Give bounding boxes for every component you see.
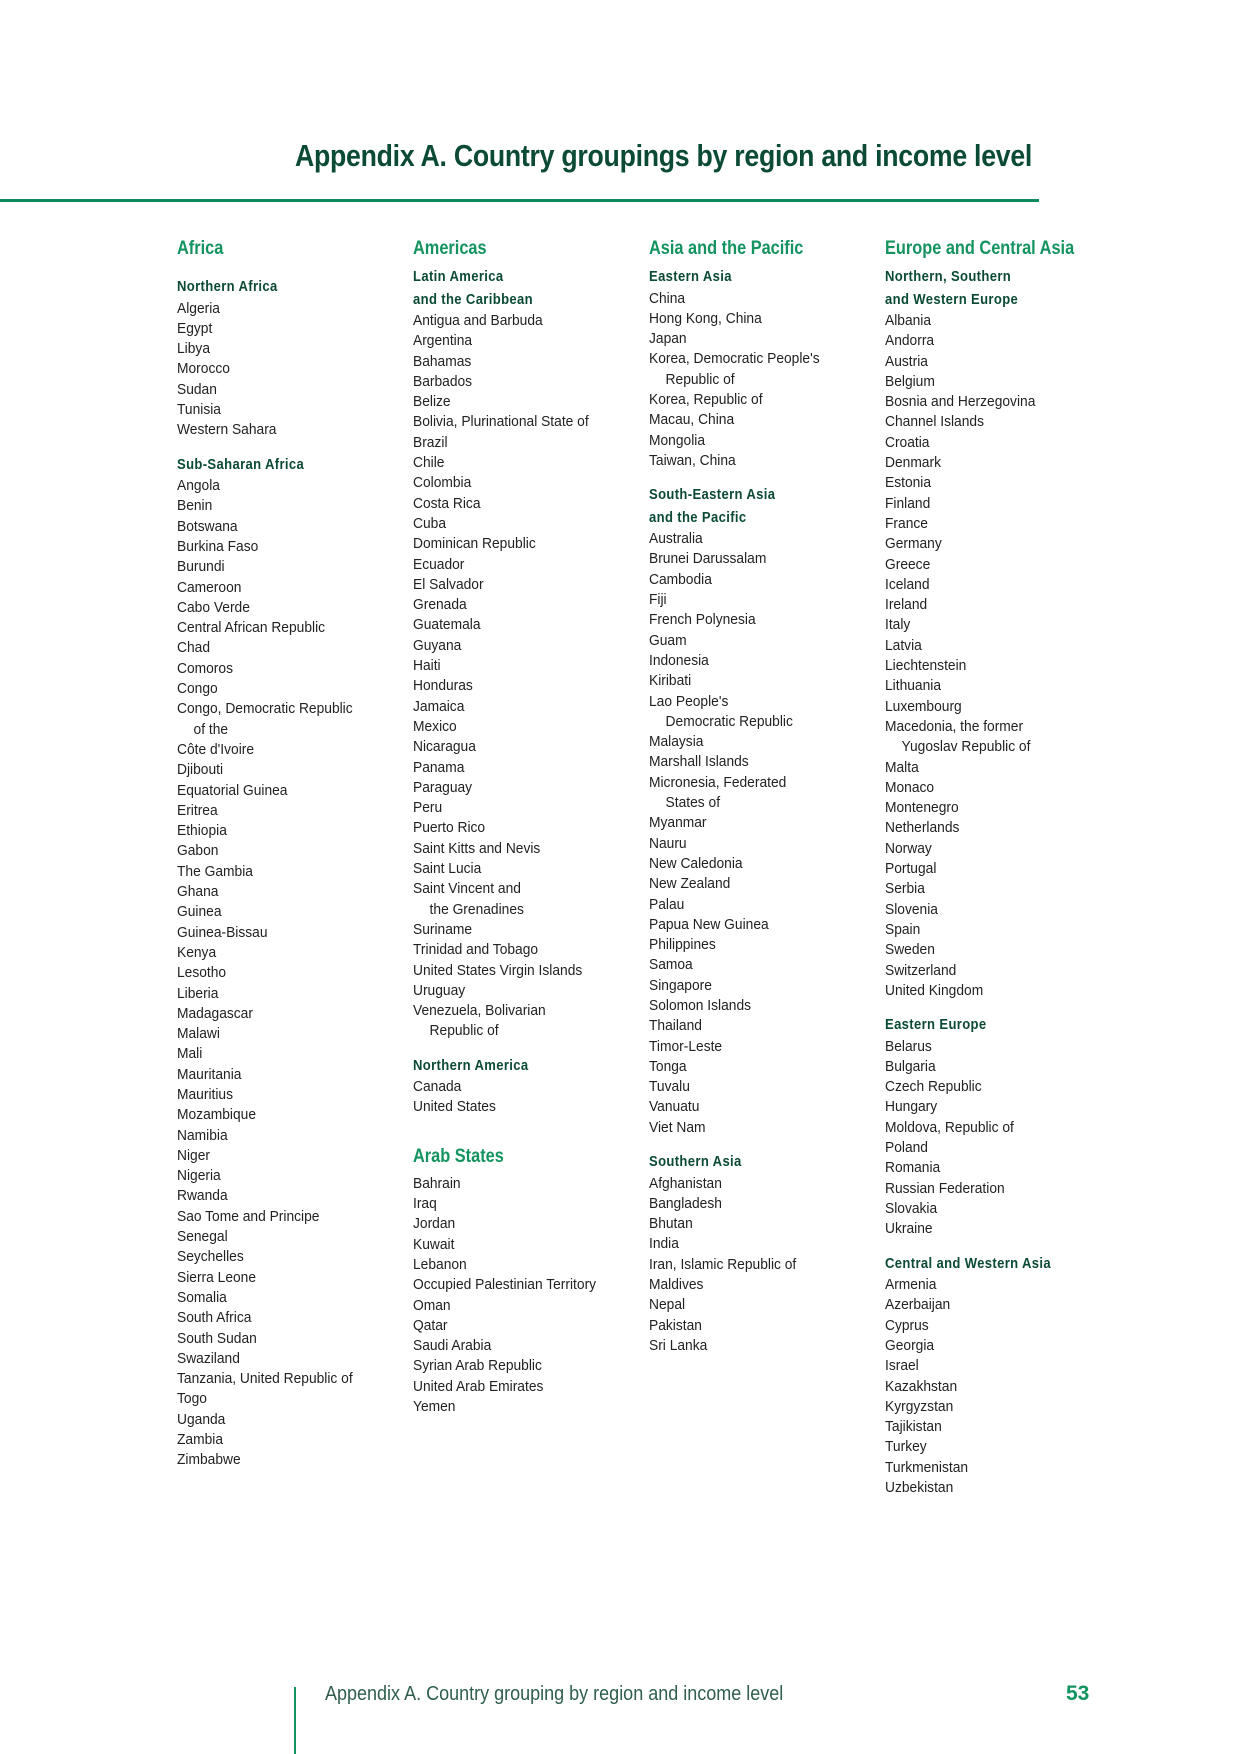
country-name: Italy (885, 616, 911, 634)
country-name: Hungary (885, 1098, 938, 1116)
column-americas-arab-states (413, 236, 653, 1430)
country-name: Viet Nam (649, 1118, 706, 1136)
country-name: Russian Federation (885, 1179, 1005, 1197)
subregion-heading: Latin America (413, 269, 504, 285)
country-name: Luxembourg (885, 697, 962, 715)
country-name: Peru (413, 799, 443, 817)
country-name: Hong Kong, China (649, 309, 762, 327)
country-name: Seychelles (177, 1248, 244, 1266)
country-name: Namibia (177, 1126, 228, 1144)
country-name: Montenegro (885, 799, 959, 817)
country-name: Sri Lanka (649, 1336, 708, 1354)
country-name: Uganda (177, 1410, 226, 1428)
country-name: Lesotho (177, 964, 227, 982)
country-name: Libya (177, 340, 210, 358)
country-name-continued: the Grenadines (429, 900, 524, 918)
country-name: Switzerland (885, 961, 957, 979)
country-name: Macedonia, the former (885, 717, 1024, 735)
country-name: Denmark (885, 454, 941, 472)
country-name: Guinea (177, 903, 222, 921)
country-name: Portugal (885, 860, 937, 878)
country-name: Malta (885, 758, 919, 776)
country-name-continued: Yugoslav Republic of (901, 738, 1031, 756)
country-name: South Sudan (177, 1329, 257, 1347)
country-name: Kiribati (649, 672, 692, 690)
country-name: Bhutan (649, 1215, 693, 1233)
country-name: Bolivia, Plurinational State of (413, 413, 589, 431)
country-name: Nepal (649, 1296, 686, 1314)
country-name: Zambia (177, 1431, 224, 1449)
country-name: Moldova, Republic of (885, 1118, 1014, 1136)
country-name: Qatar (413, 1316, 448, 1334)
country-name: Micronesia, Federated (649, 773, 787, 791)
country-name: Sierra Leone (177, 1268, 257, 1286)
country-name: Costa Rica (413, 494, 481, 512)
country-name: Korea, Republic of (649, 390, 763, 408)
country-name: Côte d'Ivoire (177, 740, 255, 758)
country-name: Kazakhstan (885, 1377, 958, 1395)
country-name: Sudan (177, 380, 217, 398)
country-name: Madagascar (177, 1004, 253, 1022)
country-group (649, 266, 889, 471)
subregion-heading: Northern, Southern (885, 269, 1012, 285)
subregion-heading: Eastern Asia (649, 269, 732, 285)
country-name: Czech Republic (885, 1078, 982, 1096)
country-name: Latvia (885, 636, 922, 654)
region-heading: Asia and the Pacific (649, 238, 804, 259)
country-group (649, 1151, 889, 1356)
country-name: Saudi Arabia (413, 1337, 492, 1355)
country-name: Sweden (885, 941, 935, 959)
country-name: Norway (885, 839, 932, 857)
country-name: Nigeria (177, 1167, 221, 1185)
country-name: Palau (649, 895, 685, 913)
country-name: Argentina (413, 332, 473, 350)
country-name: Cameroon (177, 578, 242, 596)
country-group (413, 1174, 653, 1418)
country-name: Guam (649, 631, 687, 649)
country-name: Honduras (413, 677, 473, 695)
country-name: Ukraine (885, 1220, 933, 1238)
title-divider (0, 199, 1039, 202)
country-name: Cabo Verde (177, 598, 250, 616)
country-name: Georgia (885, 1336, 935, 1354)
country-name: Estonia (885, 474, 932, 492)
country-name: Nauru (649, 834, 687, 852)
country-name: South Africa (177, 1309, 252, 1327)
country-name: Sao Tome and Principe (177, 1207, 320, 1225)
country-name: El Salvador (413, 575, 484, 593)
country-name: Bahamas (413, 352, 472, 370)
country-name: Jamaica (413, 697, 465, 715)
country-group (885, 1253, 1125, 1499)
country-name: Kuwait (413, 1235, 455, 1253)
footer-bar (294, 1687, 296, 1754)
country-name: Eritrea (177, 801, 218, 819)
country-name-continued: of the (193, 720, 229, 738)
country-name: Colombia (413, 474, 472, 492)
country-group (885, 266, 1125, 1001)
country-name: Australia (649, 530, 703, 548)
country-name: Suriname (413, 920, 473, 938)
country-name: Andorra (885, 332, 935, 350)
region-heading: Arab States (413, 1145, 504, 1167)
country-name: Indonesia (649, 651, 709, 669)
country-name: Togo (177, 1390, 207, 1408)
country-name: Djibouti (177, 761, 224, 779)
country-name: Netherlands (885, 819, 960, 837)
country-name: Burkina Faso (177, 537, 259, 555)
country-name: Maldives (649, 1276, 704, 1294)
country-name: Philippines (649, 936, 716, 954)
country-name: Tanzania, United Republic of (177, 1370, 353, 1388)
country-name: Mauritania (177, 1065, 242, 1083)
country-name-continued: Republic of (429, 1022, 499, 1040)
country-name: Timor-Leste (649, 1037, 723, 1055)
country-name: Malaysia (649, 733, 704, 751)
country-name: Iceland (885, 575, 930, 593)
country-name: Iran, Islamic Republic of (649, 1255, 797, 1273)
country-name: New Caledonia (649, 854, 743, 872)
country-name: Kyrgyzstan (885, 1397, 954, 1415)
subregion-heading: and the Pacific (649, 509, 747, 526)
country-name: Poland (885, 1139, 928, 1157)
country-name: Guyana (413, 636, 462, 654)
region-heading: Africa (177, 238, 224, 259)
footer-text: Appendix A. Country grouping by region and income level (325, 1683, 784, 1705)
country-name: Japan (649, 330, 687, 348)
country-name: United States Virgin Islands (413, 961, 583, 979)
country-group (649, 484, 889, 1138)
country-name: Congo (177, 680, 218, 698)
country-name: Monaco (885, 778, 935, 796)
subregion-heading: and the Caribbean (413, 291, 533, 308)
country-name: Iraq (413, 1195, 437, 1213)
country-name: Antigua and Barbuda (413, 312, 543, 329)
page-number: 53 (1066, 1682, 1090, 1705)
country-name: Burundi (177, 558, 225, 576)
country-name: Marshall Islands (649, 753, 749, 771)
subregion-heading: Northern America (413, 1057, 529, 1074)
country-name: Albania (885, 312, 932, 329)
country-name: Senegal (177, 1228, 228, 1246)
subregion-heading: Eastern Europe (885, 1017, 987, 1034)
country-name: Turkmenistan (885, 1458, 969, 1476)
column-europe-central-asia (885, 236, 1125, 1511)
country-name: Singapore (649, 976, 712, 994)
country-name: Armenia (885, 1276, 937, 1294)
region-heading: Americas (413, 238, 487, 259)
country-name: Grenada (413, 596, 467, 614)
country-name-continued: Democratic Republic (665, 712, 793, 730)
country-name: Trinidad and Tobago (413, 941, 539, 959)
country-name: Egypt (177, 319, 213, 337)
subregion-heading: Sub-Saharan Africa (177, 456, 305, 473)
country-name: Thailand (649, 1017, 702, 1035)
country-name: Canada (413, 1078, 462, 1096)
country-group (177, 276, 417, 441)
country-name: Belize (413, 393, 451, 411)
country-name: Finland (885, 494, 931, 512)
country-name: Swaziland (177, 1349, 240, 1367)
subregion-heading: Central and Western Asia (885, 1255, 1052, 1272)
country-name: Tajikistan (885, 1418, 942, 1436)
country-name: Mali (177, 1045, 203, 1063)
country-name: Guinea-Bissau (177, 923, 268, 941)
country-name: Benin (177, 497, 213, 515)
country-name: Samoa (649, 956, 693, 974)
country-name: Korea, Democratic People's (649, 350, 820, 368)
country-name: Occupied Palestinian Territory (413, 1276, 597, 1294)
country-name: France (885, 514, 928, 532)
country-name: Tuvalu (649, 1078, 690, 1096)
country-name: Gabon (177, 842, 219, 860)
country-name: Mongolia (649, 431, 706, 449)
country-name: Vanuatu (649, 1098, 700, 1116)
country-name: Liechtenstein (885, 657, 967, 675)
country-name: Slovenia (885, 900, 938, 918)
country-name: Tunisia (177, 400, 221, 418)
country-name: Lao People's (649, 692, 729, 710)
country-name: Ethiopia (177, 822, 227, 840)
country-name: Serbia (885, 880, 925, 898)
country-group (413, 1055, 653, 1118)
country-name: Ecuador (413, 555, 465, 573)
country-name: Haiti (413, 657, 441, 675)
country-name: Belgium (885, 372, 935, 390)
country-name: Brazil (413, 433, 448, 451)
country-name: Rwanda (177, 1187, 228, 1205)
country-name: India (649, 1235, 679, 1253)
country-name: Niger (177, 1146, 210, 1164)
country-name: Lebanon (413, 1255, 467, 1273)
country-name: Belarus (885, 1037, 932, 1055)
country-name: Zimbabwe (177, 1451, 241, 1469)
country-name: Israel (885, 1357, 919, 1375)
country-name: Kenya (177, 943, 217, 961)
country-name: Comoros (177, 659, 233, 677)
country-name: Equatorial Guinea (177, 781, 288, 799)
country-name: Brunei Darussalam (649, 550, 767, 568)
country-name: Dominican Republic (413, 535, 536, 553)
country-name: Mauritius (177, 1085, 233, 1103)
country-group (885, 1014, 1125, 1239)
country-name: Barbados (413, 372, 473, 390)
country-name: Solomon Islands (649, 997, 752, 1014)
country-name: Uzbekistan (885, 1479, 954, 1497)
country-name: French Polynesia (649, 611, 756, 629)
country-name: Lithuania (885, 677, 942, 695)
country-name: Guatemala (413, 616, 481, 634)
country-name: Tonga (649, 1057, 687, 1075)
country-name: Syrian Arab Republic (413, 1357, 542, 1375)
country-name: Taiwan, China (649, 451, 736, 469)
country-name: Macau, China (649, 411, 735, 429)
country-name: Fiji (649, 591, 667, 609)
country-name: Jordan (413, 1215, 456, 1233)
country-name: Botswana (177, 517, 238, 535)
country-name: Chile (413, 454, 445, 472)
country-name: Uruguay (413, 981, 466, 999)
country-name: Bulgaria (885, 1057, 936, 1075)
country-name-continued: Republic of (665, 370, 735, 388)
country-name: New Zealand (649, 875, 731, 893)
country-name: Panama (413, 758, 465, 776)
country-name: Nicaragua (413, 738, 476, 756)
country-name: Slovakia (885, 1199, 938, 1217)
country-name: Turkey (885, 1438, 927, 1456)
subregion-heading: Southern Asia (649, 1154, 742, 1171)
country-name: Chad (177, 639, 210, 657)
country-name: United States (413, 1098, 496, 1116)
country-name: Central African Republic (177, 619, 326, 637)
country-name: Cambodia (649, 570, 712, 588)
page-title: Appendix A. Country groupings by region and income level (295, 138, 1033, 173)
country-name: Afghanistan (649, 1174, 722, 1192)
country-name: Austria (885, 352, 928, 370)
subregion-heading: South-Eastern Asia (649, 487, 776, 504)
country-name: Saint Vincent and (413, 880, 521, 898)
country-name: China (649, 289, 686, 307)
country-name: Spain (885, 920, 921, 938)
country-name: Congo, Democratic Republic (177, 700, 353, 718)
country-name: Mozambique (177, 1106, 257, 1124)
country-name-continued: States of (665, 794, 721, 812)
country-name: Bosnia and Herzegovina (885, 393, 1036, 411)
country-name: Cuba (413, 514, 446, 532)
country-name: Croatia (885, 433, 930, 451)
country-name: United Arab Emirates (413, 1377, 544, 1395)
country-name: Channel Islands (885, 413, 984, 431)
country-name: Algeria (177, 299, 220, 317)
country-name: Romania (885, 1159, 941, 1177)
country-name: Venezuela, Bolivarian (413, 1002, 546, 1020)
country-name: Pakistan (649, 1316, 702, 1334)
country-name: Bangladesh (649, 1194, 722, 1212)
region-heading: Europe and Central Asia (885, 238, 1075, 259)
country-name: Germany (885, 535, 942, 553)
country-name: Yemen (413, 1398, 456, 1416)
country-name: Bahrain (413, 1174, 461, 1192)
country-name: Cyprus (885, 1316, 929, 1334)
country-name: Malawi (177, 1025, 220, 1043)
country-name: Oman (413, 1296, 451, 1314)
country-name: Somalia (177, 1288, 227, 1306)
country-name: Mexico (413, 717, 457, 735)
column-asia-pacific (649, 236, 889, 1369)
country-name: Papua New Guinea (649, 915, 769, 933)
country-name: Western Sahara (177, 421, 277, 439)
country-name: Saint Kitts and Nevis (413, 839, 541, 857)
country-group (177, 454, 417, 1471)
country-name: Puerto Rico (413, 819, 486, 837)
country-name: The Gambia (177, 862, 253, 880)
country-name: Morocco (177, 360, 230, 378)
country-name: Ireland (885, 596, 928, 614)
country-name: Myanmar (649, 814, 707, 832)
subregion-heading: and Western Europe (885, 291, 1019, 308)
country-name: Saint Lucia (413, 860, 482, 878)
country-name: United Kingdom (885, 981, 984, 999)
subregion-heading: Northern Africa (177, 279, 278, 295)
country-name: Ghana (177, 883, 219, 901)
country-name: Liberia (177, 984, 219, 1002)
country-name: Greece (885, 555, 931, 573)
country-name: Paraguay (413, 778, 473, 796)
country-group (413, 266, 653, 1042)
country-name: Azerbaijan (885, 1296, 951, 1314)
country-name: Angola (177, 477, 220, 495)
column-africa (177, 236, 417, 1484)
